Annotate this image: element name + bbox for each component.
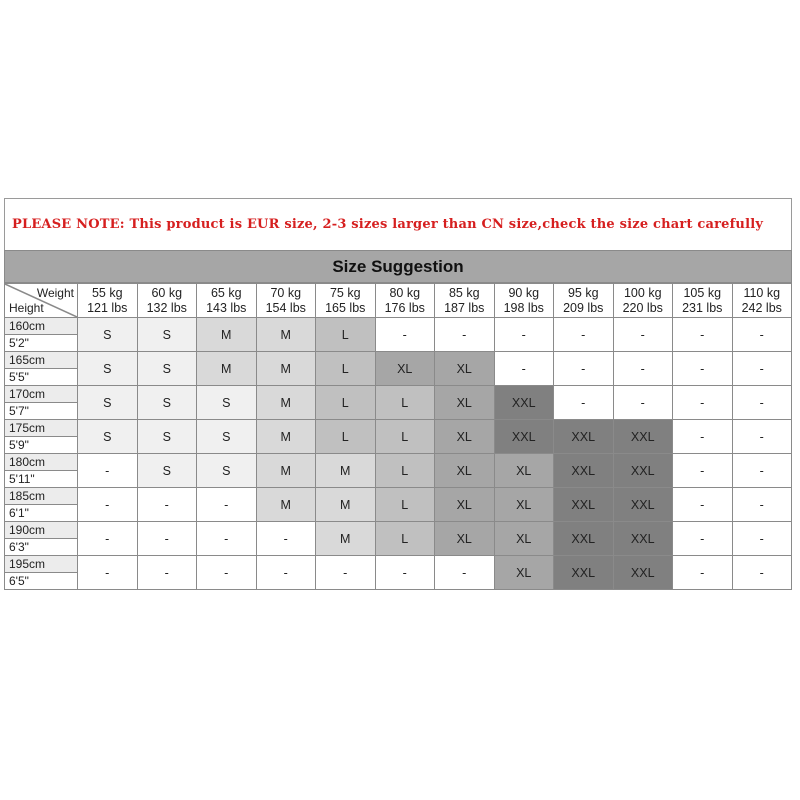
table-row — [5, 556, 792, 573]
weight-lbs: 165 lbs — [325, 300, 366, 315]
height-ft: 5'7" — [5, 403, 78, 420]
size-cell: L — [316, 318, 376, 352]
size-cell: - — [732, 386, 792, 420]
size-cell: XL — [435, 522, 495, 556]
height-cm: 190cm — [5, 522, 78, 539]
header-row — [5, 284, 792, 318]
size-cell: - — [435, 556, 495, 590]
size-cell: - — [673, 454, 733, 488]
weight-header — [435, 284, 495, 318]
size-cell: S — [197, 454, 257, 488]
size-cell: - — [613, 386, 673, 420]
weight-lbs: 231 lbs — [682, 300, 723, 315]
size-cell: - — [78, 556, 138, 590]
size-cell: L — [375, 386, 435, 420]
size-cell: M — [316, 522, 376, 556]
weight-kg: 85 kg — [448, 285, 480, 300]
weight-lbs: 176 lbs — [384, 300, 425, 315]
size-cell: XXL — [494, 420, 554, 454]
size-cell: - — [732, 352, 792, 386]
size-cell: L — [316, 420, 376, 454]
table-row — [5, 352, 792, 369]
size-cell: - — [375, 318, 435, 352]
size-chart — [4, 198, 792, 590]
size-note: PLEASE NOTE: This product is EUR size, 2-3 sizes larger than CN size,check the size chart carefully — [4, 198, 792, 250]
size-cell: XL — [435, 454, 495, 488]
height-cm: 160cm — [5, 318, 78, 335]
size-cell: - — [673, 556, 733, 590]
size-cell: - — [554, 352, 614, 386]
weight-lbs: 154 lbs — [265, 300, 306, 315]
weight-lbs: 121 lbs — [87, 300, 128, 315]
height-ft: 6'1" — [5, 505, 78, 522]
size-cell: - — [732, 488, 792, 522]
size-cell: XL — [375, 352, 435, 386]
weight-header — [375, 284, 435, 318]
size-cell: - — [197, 522, 257, 556]
weight-header — [137, 284, 197, 318]
size-cell: M — [197, 352, 257, 386]
weight-kg: 55 kg — [91, 285, 123, 300]
size-cell: XL — [494, 488, 554, 522]
size-cell: XL — [494, 556, 554, 590]
height-cm: 180cm — [5, 454, 78, 471]
height-cm: 175cm — [5, 420, 78, 437]
size-cell: - — [673, 522, 733, 556]
size-cell: XXL — [554, 522, 614, 556]
size-cell: S — [78, 352, 138, 386]
size-cell: - — [732, 522, 792, 556]
weight-lbs: 132 lbs — [146, 300, 187, 315]
weight-lbs: 209 lbs — [563, 300, 604, 315]
weight-kg: 60 kg — [151, 285, 183, 300]
table-row — [5, 488, 792, 505]
size-cell: S — [197, 420, 257, 454]
height-ft: 5'5" — [5, 369, 78, 386]
weight-header — [554, 284, 614, 318]
size-cell: S — [78, 420, 138, 454]
corner-cell — [5, 284, 78, 318]
size-cell: - — [256, 556, 316, 590]
size-cell: - — [435, 318, 495, 352]
size-cell: - — [732, 556, 792, 590]
size-cell: - — [137, 522, 197, 556]
weight-header — [316, 284, 376, 318]
size-cell: XXL — [613, 522, 673, 556]
size-cell: M — [316, 454, 376, 488]
size-cell: S — [78, 318, 138, 352]
weight-lbs: 187 lbs — [444, 300, 485, 315]
size-cell: XL — [435, 352, 495, 386]
height-ft: 6'3" — [5, 539, 78, 556]
weight-header — [494, 284, 554, 318]
size-cell: - — [78, 454, 138, 488]
height-cm: 170cm — [5, 386, 78, 403]
size-cell: XXL — [554, 488, 614, 522]
weight-header — [78, 284, 138, 318]
height-ft: 5'2" — [5, 335, 78, 352]
size-cell: - — [494, 352, 554, 386]
size-cell: - — [137, 556, 197, 590]
weight-label: Weight — [36, 286, 74, 300]
table-row — [5, 454, 792, 471]
size-cell: XXL — [494, 386, 554, 420]
size-cell: XXL — [613, 420, 673, 454]
size-cell: S — [137, 352, 197, 386]
height-cm: 185cm — [5, 488, 78, 505]
weight-header — [256, 284, 316, 318]
weight-kg: 80 kg — [389, 285, 421, 300]
height-ft: 5'11" — [5, 471, 78, 488]
size-cell: - — [197, 488, 257, 522]
chart-title: Size Suggestion — [4, 250, 792, 283]
size-cell: - — [673, 386, 733, 420]
size-cell: XL — [494, 522, 554, 556]
size-cell: - — [554, 318, 614, 352]
size-cell: M — [256, 454, 316, 488]
size-cell: M — [316, 488, 376, 522]
weight-kg: 100 kg — [623, 285, 662, 300]
size-cell: S — [137, 386, 197, 420]
size-cell: M — [256, 488, 316, 522]
height-cm: 165cm — [5, 352, 78, 369]
size-cell: L — [375, 522, 435, 556]
weight-header — [613, 284, 673, 318]
size-cell: - — [673, 420, 733, 454]
size-table — [4, 283, 792, 590]
table-row — [5, 522, 792, 539]
weight-header — [732, 284, 792, 318]
weight-kg: 105 kg — [683, 285, 722, 300]
size-cell: - — [256, 522, 316, 556]
size-cell: XXL — [554, 454, 614, 488]
size-cell: XL — [435, 488, 495, 522]
size-cell: - — [673, 318, 733, 352]
size-cell: - — [613, 352, 673, 386]
size-cell: - — [78, 488, 138, 522]
size-cell: M — [256, 318, 316, 352]
height-ft: 5'9" — [5, 437, 78, 454]
weight-kg: 95 kg — [567, 285, 599, 300]
weight-lbs: 220 lbs — [622, 300, 663, 315]
size-cell: L — [375, 488, 435, 522]
size-cell: XXL — [554, 556, 614, 590]
size-cell: - — [613, 318, 673, 352]
size-cell: S — [197, 386, 257, 420]
size-cell: - — [316, 556, 376, 590]
size-cell: S — [78, 386, 138, 420]
size-cell: XXL — [613, 556, 673, 590]
size-cell: XL — [494, 454, 554, 488]
height-ft: 6'5" — [5, 573, 78, 590]
size-cell: S — [137, 318, 197, 352]
size-cell: XXL — [554, 420, 614, 454]
size-cell: M — [256, 352, 316, 386]
size-cell: XL — [435, 420, 495, 454]
size-cell: M — [256, 386, 316, 420]
weight-kg: 65 kg — [210, 285, 242, 300]
size-cell: - — [732, 318, 792, 352]
size-cell: - — [554, 386, 614, 420]
size-cell: - — [375, 556, 435, 590]
size-cell: L — [375, 420, 435, 454]
weight-kg: 75 kg — [329, 285, 361, 300]
table-row — [5, 420, 792, 437]
weight-header — [197, 284, 257, 318]
size-cell: L — [316, 386, 376, 420]
size-cell: XL — [435, 386, 495, 420]
size-cell: - — [673, 488, 733, 522]
height-label: Height — [9, 301, 44, 315]
size-cell: - — [78, 522, 138, 556]
size-cell: - — [732, 420, 792, 454]
size-cell: - — [197, 556, 257, 590]
size-cell: XXL — [613, 454, 673, 488]
size-cell: L — [375, 454, 435, 488]
height-cm: 195cm — [5, 556, 78, 573]
weight-lbs: 242 lbs — [741, 300, 782, 315]
weight-lbs: 198 lbs — [503, 300, 544, 315]
weight-kg: 110 kg — [743, 285, 781, 300]
size-cell: - — [494, 318, 554, 352]
size-cell: - — [732, 454, 792, 488]
table-row — [5, 386, 792, 403]
size-cell: XXL — [613, 488, 673, 522]
size-cell: - — [673, 352, 733, 386]
size-cell: L — [316, 352, 376, 386]
weight-kg: 90 kg — [508, 285, 540, 300]
weight-header — [673, 284, 733, 318]
size-cell: - — [137, 488, 197, 522]
weight-lbs: 143 lbs — [206, 300, 247, 315]
size-cell: M — [256, 420, 316, 454]
size-cell: S — [137, 454, 197, 488]
weight-kg: 70 kg — [270, 285, 302, 300]
table-row — [5, 318, 792, 335]
size-cell: S — [137, 420, 197, 454]
size-cell: M — [197, 318, 257, 352]
